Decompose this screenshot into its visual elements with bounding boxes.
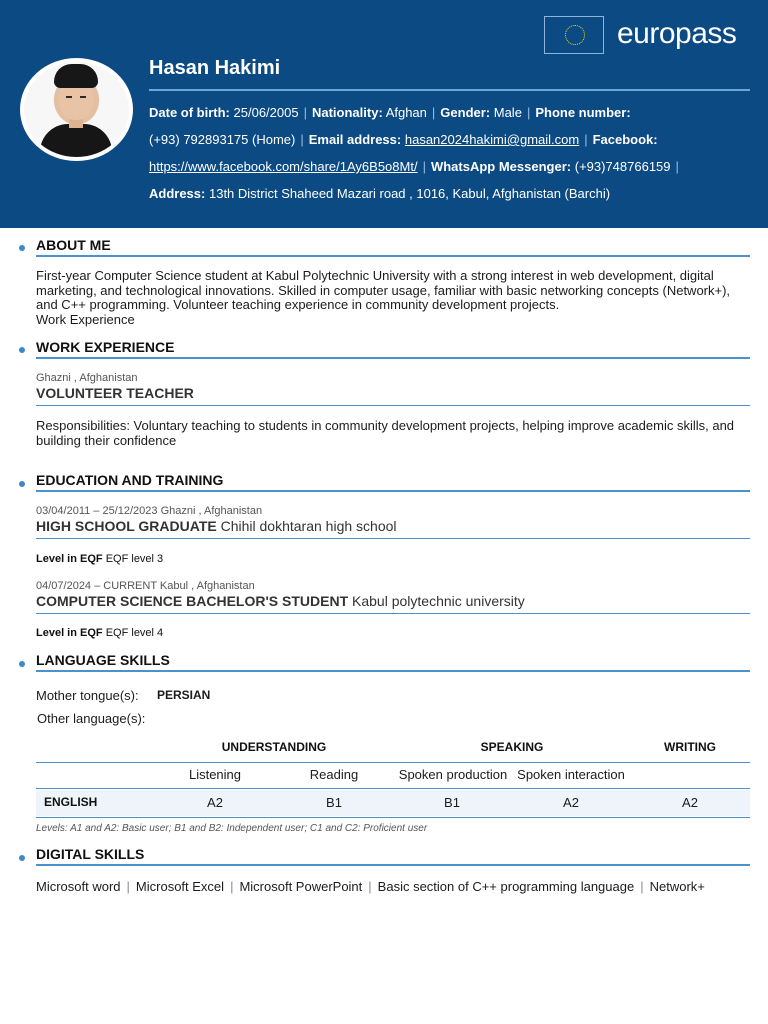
facebook-label: Facebook:: [592, 132, 658, 147]
education-rule-item: [36, 538, 750, 539]
dob-label: Date of birth:: [149, 105, 230, 120]
education-meta: 04/07/2024 – CURRENT Kabul , Afghanistan: [36, 580, 255, 592]
digital-rule: [36, 864, 750, 866]
mother-tongue-value: PERSIAN: [157, 688, 211, 702]
profile-photo: [24, 62, 129, 157]
address-value: 13th District Shaheed Mazari road , 1016, Kabul, Afghanistan (Barchi): [208, 186, 611, 201]
work-location: Ghazni , Afghanistan: [36, 372, 138, 384]
work-title: WORK EXPERIENCE: [36, 339, 175, 355]
education-meta: 03/04/2011 – 25/12/2023 Ghazni , Afghanistan: [36, 505, 263, 517]
digital-skills-list: Microsoft word | Microsoft Excel | Microsoft PowerPoint | Basic section of C++ programming language | Network+: [36, 879, 705, 894]
subheader-spoken-interaction: Spoken interaction: [517, 767, 625, 782]
reading-level: B1: [326, 795, 342, 810]
education-degree: [36, 593, 525, 609]
school-name: Kabul polytechnic university: [352, 593, 525, 609]
eqf-value: EQF level 3: [105, 553, 164, 565]
dob-value: 25/06/2005: [233, 105, 299, 120]
header-speaking: SPEAKING: [480, 740, 544, 754]
work-description: Responsibilities: Voluntary teaching to students in community development projects, helping improve academic skills, and building their confidence: [36, 418, 735, 448]
personal-info: Date of birth: 25/06/2005 | Nationality: Afghan | Gender: Male | Phone number: (+93) 792893175 (Home) | Email address: hasan2024hakimi@gmail.com | Facebook: https://www.facebook.com/share/1Ay6B5o8Mt/ | WhatsApp Messenger: (+93)748766159 | Address: 13th District Shaheed Mazari road , 1016, Kabul, Afghanistan (Barchi): [149, 105, 679, 201]
eqf-level: [36, 627, 163, 639]
person-name: Hasan Hakimi: [149, 57, 281, 79]
skill-item: Microsoft word: [36, 879, 121, 894]
languages-title: LANGUAGE SKILLS: [36, 652, 170, 668]
eqf-value: EQF level 4: [105, 627, 164, 639]
facebook-link[interactable]: https://www.facebook.com/share/1Ay6B5o8Mt/: [149, 159, 418, 174]
section-bullet: [19, 347, 25, 353]
email-link[interactable]: hasan2024hakimi@gmail.com: [404, 132, 580, 147]
school-name: Chihil dokhtaran high school: [220, 518, 397, 534]
digital-title: DIGITAL SKILLS: [36, 846, 145, 862]
skill-item: Basic section of C++ programming language: [377, 879, 635, 894]
eu-flag-logo: [544, 16, 604, 54]
gender-value: Male: [493, 105, 522, 120]
skill-item: Network+: [649, 879, 705, 894]
skill-item: Microsoft PowerPoint: [239, 879, 363, 894]
whatsapp-label: WhatsApp Messenger:: [430, 159, 572, 174]
header-writing: WRITING: [664, 740, 716, 754]
skill-item: Microsoft Excel: [135, 879, 225, 894]
eqf-level: [36, 553, 163, 565]
email-label: Email address:: [308, 132, 402, 147]
about-extra: Work Experience: [36, 312, 135, 327]
languages-rule: [36, 670, 750, 672]
other-languages-label: Other language(s):: [37, 711, 146, 726]
eqf-label: Level in EQF: [36, 553, 103, 565]
language-name: ENGLISH: [44, 795, 98, 809]
nationality-value: Afghan: [385, 105, 427, 120]
mother-tongue-label: Mother tongue(s):: [36, 688, 139, 703]
education-title: EDUCATION AND TRAINING: [36, 472, 224, 488]
section-bullet: [19, 245, 25, 251]
eqf-label: Level in EQF: [36, 627, 103, 639]
address-label: Address:: [149, 186, 206, 201]
nationality-label: Nationality:: [311, 105, 383, 120]
section-bullet: [19, 481, 25, 487]
gender-label: Gender:: [440, 105, 491, 120]
education-degree: [36, 518, 397, 534]
phone-label: Phone number:: [535, 105, 631, 120]
header-understanding: UNDERSTANDING: [221, 740, 327, 754]
work-role: [36, 385, 194, 401]
subheader-reading: Reading: [309, 767, 359, 782]
work-role-title: VOLUNTEER TEACHER: [36, 385, 194, 401]
cv-header: [0, 0, 768, 228]
about-text: First-year Computer Science student at Kabul Polytechnic University with a strong interest in web development, digital marketing, and technological innovations. Skilled in computer usage, familiar with basic networking concepts (Network+), and C++ programming. Volunteer teaching experience in community development projects.: [36, 268, 731, 312]
writing-level: A2: [682, 795, 698, 810]
europass-logo-text: europass: [617, 17, 737, 50]
subheader-listening: Listening: [188, 767, 242, 782]
spoken-production-level: B1: [444, 795, 460, 810]
language-legend: Levels: A1 and A2: Basic user; B1 and B2: Independent user; C1 and C2: Proficient user: [36, 823, 428, 834]
degree-title: HIGH SCHOOL GRADUATE: [36, 518, 217, 534]
name-divider: [149, 89, 750, 91]
listening-level: A2: [207, 795, 223, 810]
education-rule-item: [36, 613, 750, 614]
subheader-spoken-production: Spoken production: [398, 767, 508, 782]
about-rule: [36, 255, 750, 257]
work-rule: [36, 357, 750, 359]
work-role-rule: [36, 405, 750, 406]
spoken-interaction-level: A2: [563, 795, 579, 810]
phone-value: (+93) 792893175 (Home): [149, 132, 296, 147]
about-title: ABOUT ME: [36, 237, 111, 253]
section-bullet: [19, 855, 25, 861]
education-rule: [36, 490, 750, 492]
section-bullet: [19, 661, 25, 667]
whatsapp-value: (+93)748766159: [574, 159, 671, 174]
degree-title: COMPUTER SCIENCE BACHELOR'S STUDENT: [36, 593, 349, 609]
